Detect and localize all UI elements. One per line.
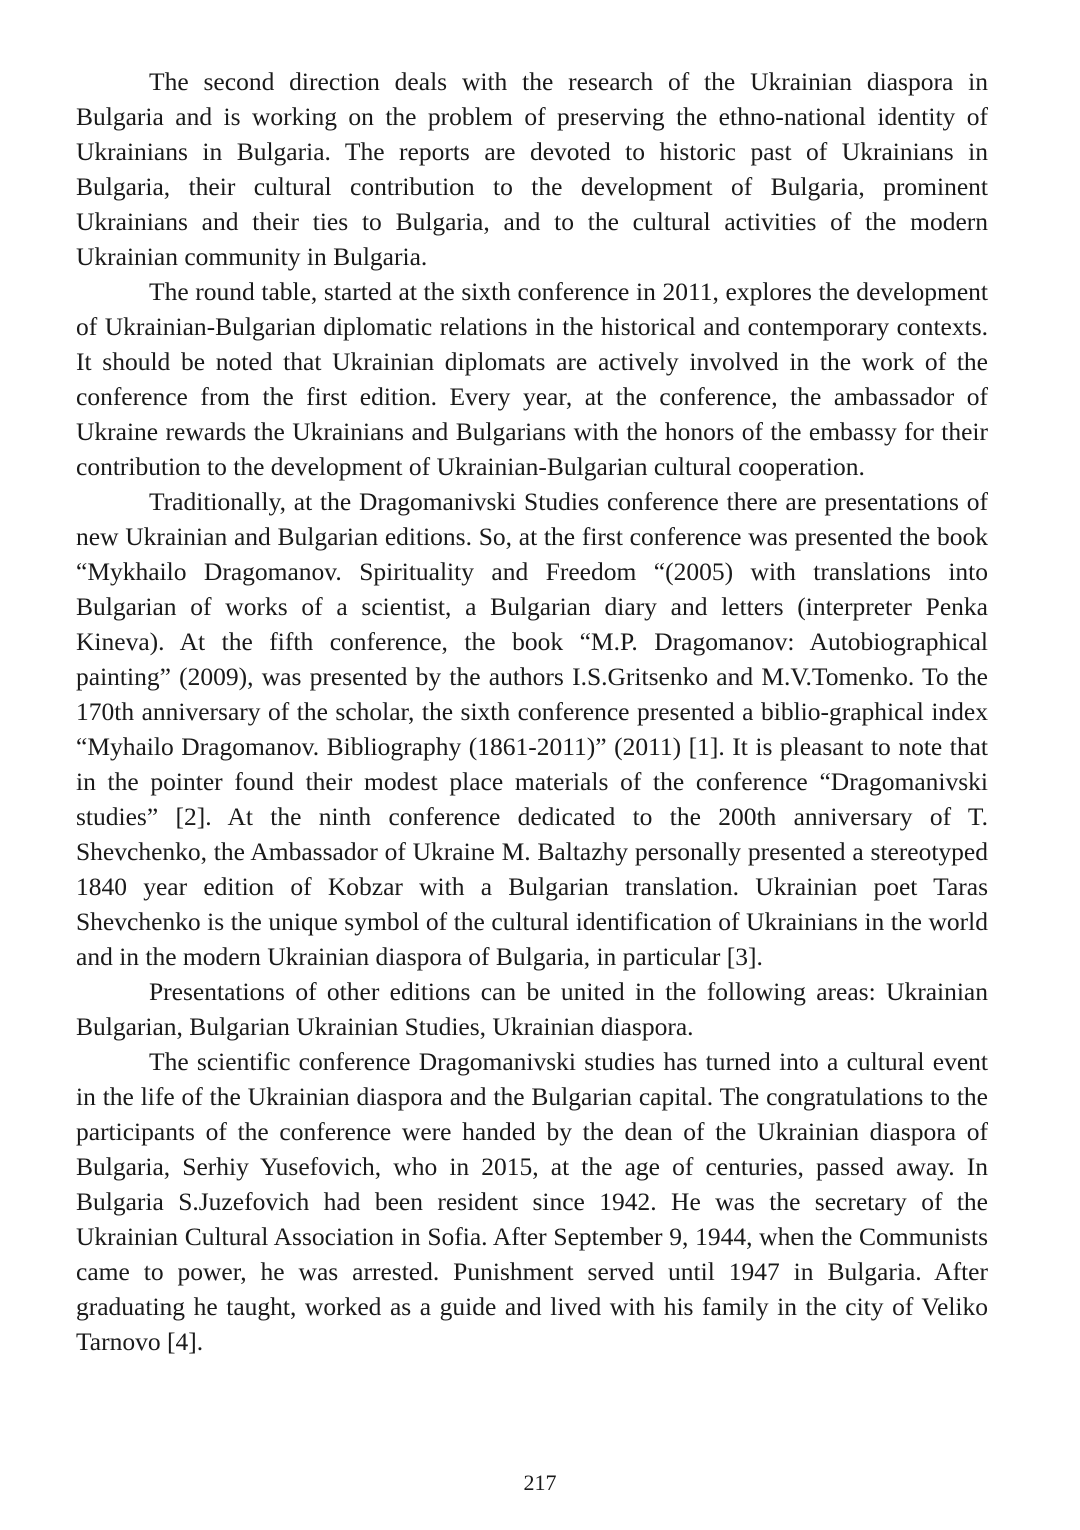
paragraph-other-editions: Presentations of other editions can be united in the following areas: Ukrainian Bulgarian, Bulgarian Ukrainian Studies, Ukrainian diaspora. xyxy=(76,977,988,1041)
page-number: 217 xyxy=(523,1470,557,1495)
paragraph-cultural-event: The scientific conference Dragomanivski studies has turned into a cultural event in the life of the Ukrainian diaspora and the Bulgarian capital. The congratulations to the participants of the conference were handed by the dean of the Ukrainian diaspora of Bulgaria, Serhiy Yusefovich, who in 2015, at the age of centuries, passed away. In Bulgaria S.Juzefovich had been resident since 1942. He was the secretary of the Ukrainian Cultural Association in Sofia. After September 9, 1944, when the Communists came to power, he was arrested. Punishment served until 1947 in Bulgaria. After graduating he taught, worked as a guide and lived with his family in the city of Veliko Tarnovo [4]. xyxy=(76,1047,988,1356)
paragraph-ukrainian-diaspora-research: The second direction deals with the research of the Ukrainian diaspora in Bulgaria and is working on the problem of preserving the ethno-national identity of Ukrainians in Bulgaria. The reports are devoted to historic past of Ukrainians in Bulgaria, their cultural contribution to the development of Bulgaria, prominent Ukrainians and their ties to Bulgaria, and to the cultural activities of the modern Ukrainian community in Bulgaria. xyxy=(76,67,988,271)
paragraph-edition-presentations: Traditionally, at the Dragomanivski Studies conference there are presentations of new Ukrainian and Bulgarian editions. So, at the first conference was presented the book “Mykhailo Dragomanov. Spirituality and Freedom “(2005) with translations into Bulgarian of works of a scientist, a Bulgarian diary and letters (interpreter Penka Kineva). At the fifth conference, the book “M.P. Dragomanov: Autobiographical painting” (2009), was presented by the authors I.S.Gritsenko and M.V.Tomenko. To the 170th anniversary of the scholar, the sixth conference presented a biblio-graphical index “Myhailo Dragomanov. Bibliography (1861-2011)” (2011) [1]. It is pleasant to note that in the pointer found their modest place materials of the conference “Dragomanivski studies” [2]. At the ninth conference dedicated to the 200th anniversary of T. Shevchenko, the Ambassador of Ukraine M. Baltazhy personally presented a stereotyped 1840 year edition of Kobzar with a Bulgarian translation. Ukrainian poet Taras Shevchenko is the unique symbol of the cultural identification of Ukrainians in the world and in the modern Ukrainian diaspora of Bulgaria, in particular [3]. xyxy=(76,487,988,971)
page-body xyxy=(76,64,988,1359)
paragraph-round-table-diplomacy: The round table, started at the sixth conference in 2011, explores the development of Ukrainian-Bulgarian diplomatic relations in the historical and contemporary contexts. It should be noted that Ukrainian diplomats are actively involved in the work of the conference from the first edition. Every year, at the conference, the ambassador of Ukraine rewards the Ukrainians and Bulgarians with the honors of the embassy for their contribution to the development of Ukrainian-Bulgarian cultural cooperation. xyxy=(76,277,988,481)
